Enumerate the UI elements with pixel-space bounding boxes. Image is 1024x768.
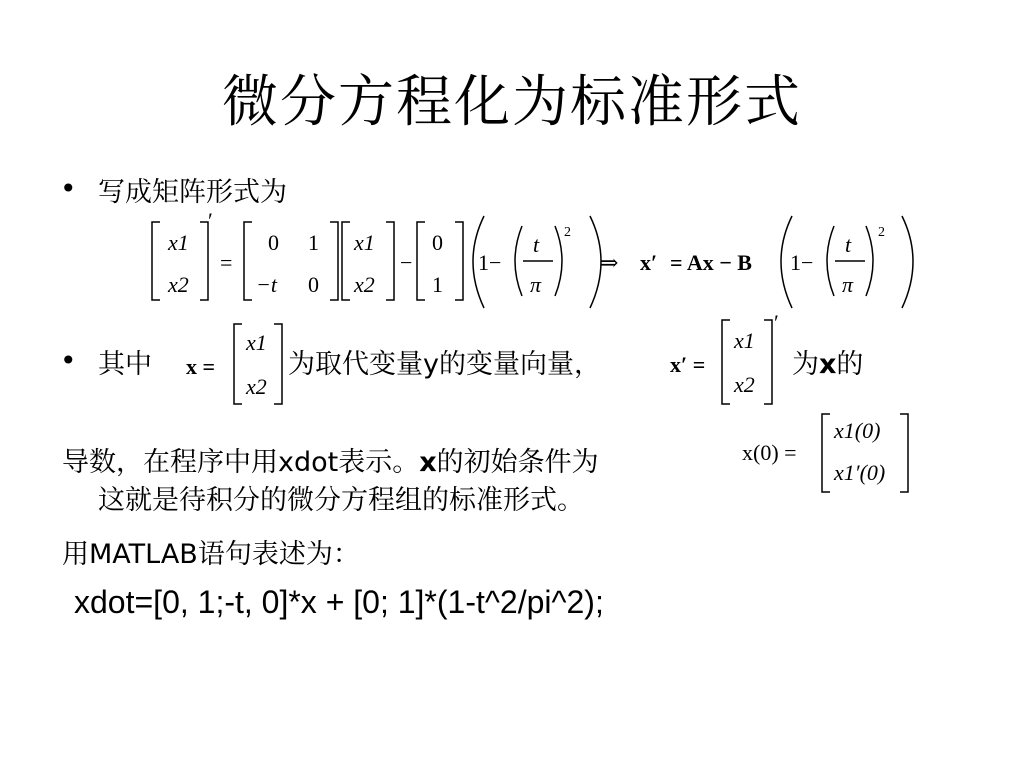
matrix-equation [140, 212, 930, 312]
init-lhs: x(0) = [742, 440, 797, 465]
lhs-prime: ′ [208, 212, 213, 233]
frac-den: π [530, 272, 542, 297]
para-1-line-2: 这就是待积分的微分方程组的标准形式。 [98, 485, 584, 516]
init-row-2: x1′(0) [834, 460, 886, 485]
xprime-lhs: x′ = [670, 352, 706, 377]
suffix-a: 为 [792, 349, 819, 380]
eq-sign: = [220, 250, 233, 275]
one-minus: 1− [478, 250, 502, 275]
para-2 [62, 532, 360, 571]
bullet-1-text: 写成矩阵形式为 [98, 177, 287, 208]
bullet-2-prefix: 其中 [98, 349, 152, 380]
compact-den: π [842, 272, 854, 297]
m00: 0 [268, 230, 279, 255]
m11: 0 [308, 272, 319, 297]
compact-one-minus: 1− [790, 250, 814, 275]
bullet-2-middle [288, 342, 601, 381]
initial-condition [738, 408, 918, 496]
x-def-x1: x1 [246, 330, 267, 355]
m01: 1 [308, 230, 319, 255]
m10: −t [256, 272, 277, 297]
mid-y: y [423, 349, 439, 380]
compact-lhs: x′ [640, 250, 658, 275]
exp: 2 [564, 225, 571, 240]
implies: ⇒ [600, 250, 619, 275]
x-definition [180, 318, 290, 410]
mid-text-b: 的变量向量， [438, 349, 601, 380]
lhs-x2: x2 [168, 272, 189, 297]
p2-a: 用 [62, 539, 89, 570]
matlab-code-line: xdot=[0, 1;-t, 0]*x + [0; 1]*(1-t^2/pi^2); [74, 584, 604, 620]
b0: 0 [432, 230, 443, 255]
b1: 1 [432, 272, 443, 297]
mid-text-a: 为取代变量 [288, 349, 423, 380]
lhs-x1: x1 [168, 230, 189, 255]
p1-b: 表示。 [338, 447, 420, 478]
minus-sign: − [400, 250, 413, 275]
init-row-1: x1(0) [834, 418, 881, 443]
x-def-lhs: x = [186, 354, 216, 379]
vx1: x1 [354, 230, 375, 255]
p2-b: MATLAB [89, 539, 198, 570]
xprime-x2: x2 [734, 372, 755, 397]
bullet-marker-2: • [60, 344, 77, 377]
xprime-x1: x1 [734, 328, 755, 353]
suffix-b: 的 [836, 349, 864, 380]
p2-c: 语句表述为： [197, 539, 360, 570]
compact-num: t [845, 232, 852, 257]
p1-a: 导数，在程序中用 [62, 447, 278, 478]
p1-x: x [419, 447, 437, 478]
suffix-x: x [819, 349, 837, 380]
slide-title: 微分方程化为标准形式 [222, 70, 802, 135]
p1-c: 的初始条件为 [436, 447, 599, 478]
xprime-definition [666, 312, 790, 410]
para-1-line-1 [62, 440, 599, 479]
compact-exp: 2 [878, 225, 885, 240]
p1-xdot: xdot [278, 447, 339, 478]
vx2: x2 [354, 272, 375, 297]
compact-eq: = Ax − B [670, 250, 752, 275]
x-def-x2: x2 [246, 374, 267, 399]
bullet-marker-1: • [60, 172, 77, 205]
bullet-2-suffix [792, 342, 863, 381]
frac-num: t [533, 232, 540, 257]
xprime-prime: ′ [774, 312, 779, 335]
